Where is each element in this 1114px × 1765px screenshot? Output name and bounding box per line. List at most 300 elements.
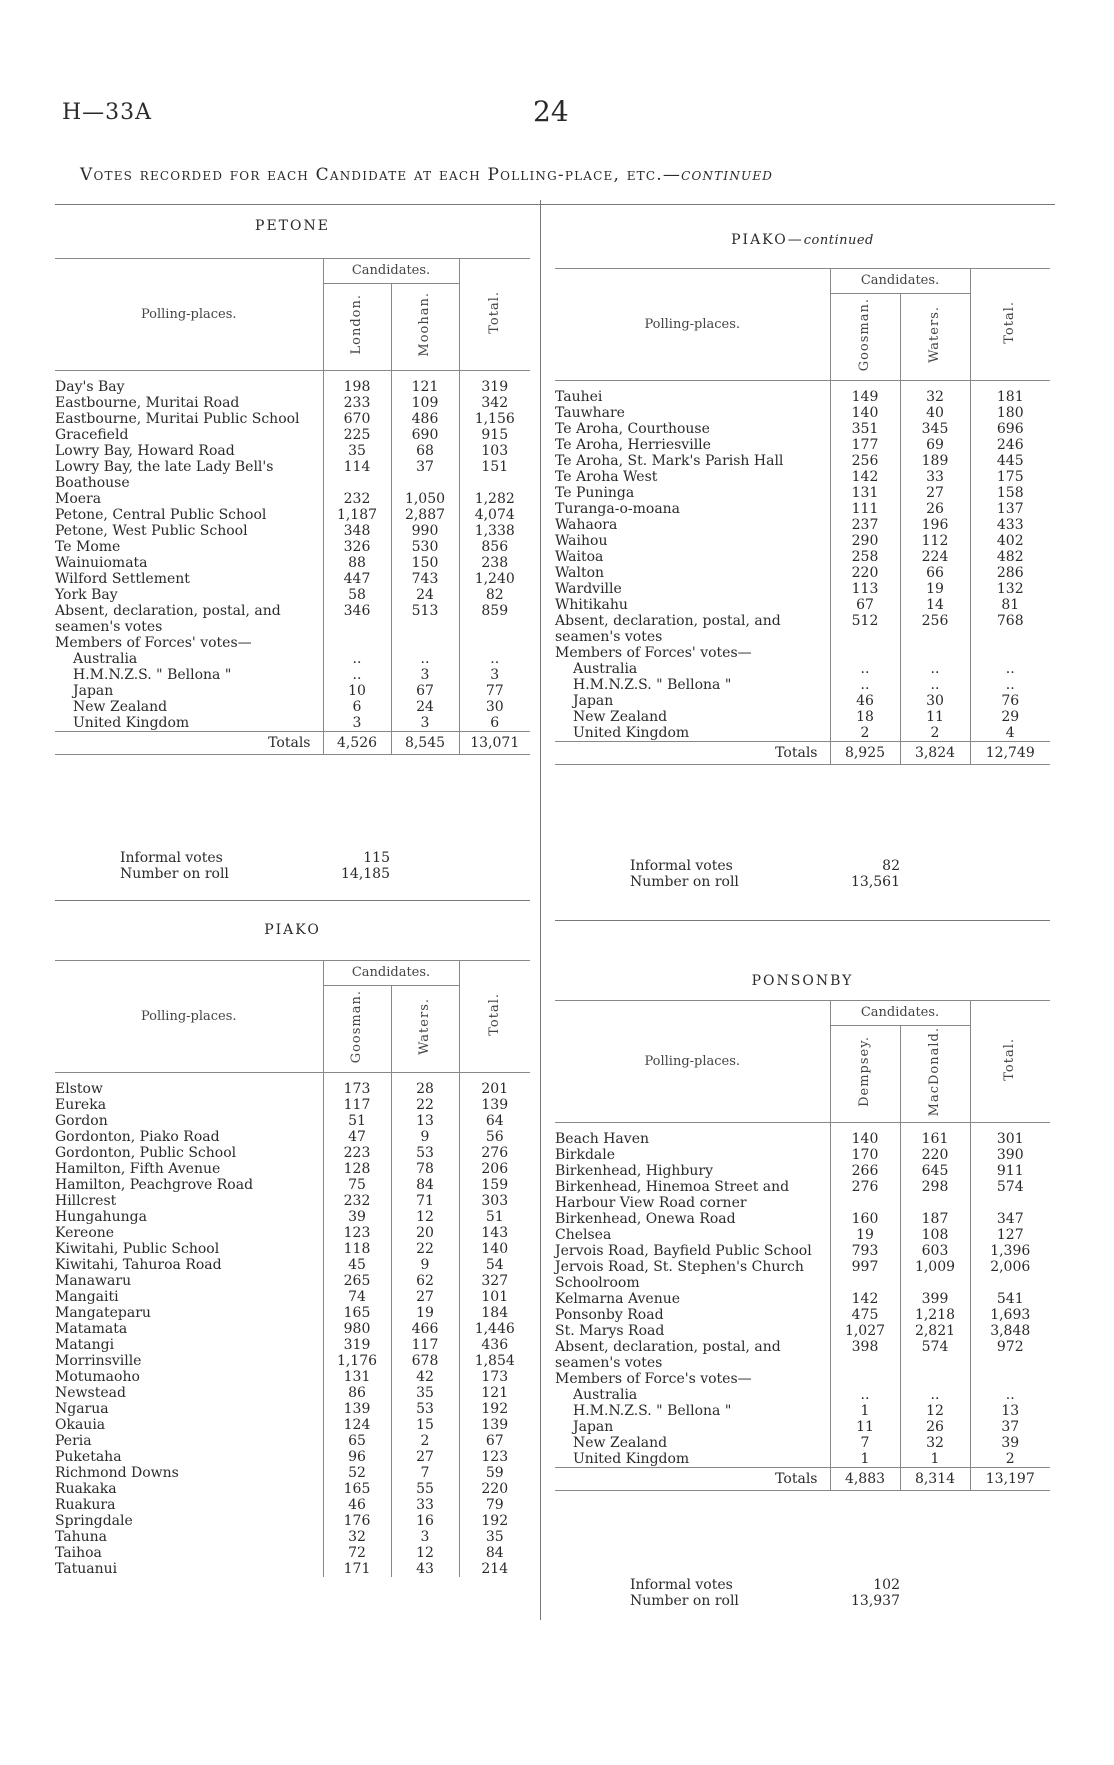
candidates-header: Candidates. [830,1001,970,1026]
candidate-votes: 47 [323,1129,391,1145]
candidate-votes: 27 [900,485,970,501]
candidate-votes: 74 [323,1289,391,1305]
candidate-votes: 27 [391,1449,459,1465]
candidates-header: Candidates. [323,259,459,284]
row-total: 436 [459,1337,530,1353]
candidate-votes: .. [830,661,900,677]
petone-table [55,258,530,755]
polling-place: Tahuna [55,1529,107,1545]
table-row [555,405,1050,421]
row-total: 238 [459,555,530,571]
row-total: 327 [459,1273,530,1289]
candidate-header [900,294,970,381]
polling-place: Kelmarna Avenue [555,1291,681,1308]
polling-place: Eureka [55,1097,107,1113]
table-row [55,635,530,651]
candidate-votes: 232 [323,491,391,507]
candidate-votes: 486 [391,411,459,427]
candidate-votes: 345 [900,421,970,437]
row-total: 301 [970,1123,1050,1148]
table-row [55,587,530,603]
totals-label: Totals [555,1468,830,1491]
candidate-votes: 24 [391,699,459,715]
polling-place: Te Puninga [555,485,635,501]
table-row [555,1387,1050,1403]
polling-place: Walton [555,565,605,581]
polling-place: Newstead [55,1385,126,1401]
polling-place: Te Mome [55,539,121,555]
candidate-votes: 46 [323,1497,391,1513]
polling-place: Ruakura [55,1497,116,1513]
candidate-votes: 603 [900,1243,970,1259]
totals-label: Totals [55,732,323,755]
table-row [555,453,1050,469]
row-total: 123 [459,1449,530,1465]
row-total: 972 [970,1339,1050,1371]
table-row [55,1417,530,1433]
polling-place: Te Aroha, St. Mark's Parish Hall [555,453,784,469]
table-row [555,517,1050,533]
row-total: 696 [970,421,1050,437]
candidate-votes: .. [900,1387,970,1403]
candidate-votes: 574 [900,1339,970,1371]
candidate-header [900,1026,970,1123]
table-row [55,1513,530,1529]
row-total: 1,282 [459,491,530,507]
table-row [55,1073,530,1098]
candidate-header [391,284,459,371]
row-total: 342 [459,395,530,411]
row-total: 151 [459,459,530,491]
table-row [555,381,1050,406]
row-total: 246 [970,437,1050,453]
polling-place: Okauia [55,1417,106,1433]
polling-place: New Zealand [573,709,668,725]
table-row [55,491,530,507]
table-row [555,1371,1050,1387]
candidate-votes: 237 [830,517,900,533]
candidate-votes: 3 [323,715,391,732]
polling-place: Whitikahu [555,597,628,613]
polling-place: Jervois Road, St. Stephen's Church Schoolroom [555,1259,804,1292]
row-total: 1,693 [970,1307,1050,1323]
polling-place: Australia [573,661,638,677]
row-total: 482 [970,549,1050,565]
table-row [555,485,1050,501]
candidate-votes: 32 [900,381,970,406]
candidate-votes: 173 [323,1073,391,1098]
candidate-votes: 131 [323,1369,391,1385]
polling-place: Eastbourne, Muritai Public School [55,411,300,427]
row-total: 51 [459,1209,530,1225]
candidate-votes: 224 [900,549,970,565]
polling-place: New Zealand [73,699,168,715]
table-row [55,539,530,555]
candidate-votes: 117 [391,1337,459,1353]
table-row [55,459,530,491]
candidate-votes: 150 [391,555,459,571]
candidate-total: 8,314 [900,1468,970,1491]
candidate-name: London. [349,294,364,355]
row-total: 1,854 [459,1353,530,1369]
candidate-votes: 447 [323,571,391,587]
candidate-total: 8,925 [830,742,900,765]
candidate-votes: 43 [391,1561,459,1577]
candidate-votes: 2 [391,1433,459,1449]
row-total: 856 [459,539,530,555]
number-on-roll-value: 14,185 [341,866,390,882]
candidate-votes: 55 [391,1481,459,1497]
table-row [555,693,1050,709]
candidate-votes: 117 [323,1097,391,1113]
row-total: 143 [459,1225,530,1241]
candidate-votes: 39 [323,1209,391,1225]
number-on-roll-label: Number on roll [630,874,739,890]
total-header-text: Total. [486,290,502,334]
table-row [55,651,530,667]
candidate-votes: 15 [391,1417,459,1433]
candidate-votes: 32 [900,1435,970,1451]
polling-place: Petone, West Public School [55,523,248,539]
candidate-votes: 114 [323,459,391,491]
polling-place: Waihou [555,533,608,549]
row-total: .. [970,661,1050,677]
row-total: 859 [459,603,530,635]
table-row [555,437,1050,453]
candidate-votes: 142 [830,469,900,485]
candidate-votes: 1,027 [830,1323,900,1339]
candidate-votes: 22 [391,1097,459,1113]
candidate-name: MacDonald. [927,1027,942,1117]
candidate-votes: 256 [900,613,970,645]
candidate-votes: 33 [391,1497,459,1513]
polling-place: Kiwitahi, Public School [55,1241,220,1257]
candidate-votes: 220 [900,1147,970,1163]
candidate-votes: 1,176 [323,1353,391,1369]
table-row [555,421,1050,437]
candidate-votes: 24 [391,587,459,603]
polling-place: H.M.N.Z.S. " Bellona " [573,1403,732,1420]
informal-votes-value: 102 [873,1577,900,1593]
polling-places-header: Polling-places. [55,259,323,371]
page-number: 24 [533,95,569,128]
candidate-votes: 19 [391,1305,459,1321]
number-on-roll-value: 13,937 [851,1593,900,1609]
candidate-header [323,986,391,1073]
table-row [55,1561,530,1577]
row-total: 67 [459,1433,530,1449]
row-total: 54 [459,1257,530,1273]
candidate-votes: 27 [391,1289,459,1305]
table-row [55,1369,530,1385]
polling-place: Kereone [55,1225,115,1241]
candidate-votes: 9 [391,1129,459,1145]
candidate-votes: 276 [830,1179,900,1211]
grand-total: 13,071 [459,732,530,755]
candidate-votes: 45 [323,1257,391,1273]
row-total: 1,446 [459,1321,530,1337]
candidate-votes: 2,887 [391,507,459,523]
polling-place: Te Aroha West [555,469,658,485]
polling-place: Mangaiti [55,1289,119,1305]
table-row [55,411,530,427]
candidate-votes [391,635,459,651]
table-row [555,581,1050,597]
row-total: 64 [459,1113,530,1129]
candidate-votes: 7 [391,1465,459,1481]
candidate-votes: 111 [830,501,900,517]
candidate-votes: 42 [391,1369,459,1385]
row-total: 121 [459,1385,530,1401]
table-row [55,1097,530,1113]
total-header-text: Total. [486,992,502,1036]
candidate-votes: 678 [391,1353,459,1369]
row-total: 173 [459,1369,530,1385]
polling-place: Absent, declaration, postal, and seamen's votes [555,1339,781,1372]
row-total: 214 [459,1561,530,1577]
section-rule [55,900,530,901]
candidate-name: Waters. [417,998,432,1055]
row-total: 159 [459,1177,530,1193]
candidate-votes: 1,218 [900,1307,970,1323]
row-total: 1,338 [459,523,530,539]
candidate-votes: .. [900,677,970,693]
candidate-votes: 12 [391,1209,459,1225]
candidate-votes: 35 [323,443,391,459]
ponsonby-table [555,1000,1050,1491]
polling-place: Motumaoho [55,1369,140,1385]
polling-place: Taihoa [55,1545,102,1561]
polling-place: Birkenhead, Hinemoa Street and Harbour View Road corner [555,1179,790,1212]
candidate-name: Waters. [927,306,942,363]
candidate-votes: 68 [391,443,459,459]
row-total: 402 [970,533,1050,549]
candidate-votes: 26 [900,501,970,517]
row-total: 77 [459,683,530,699]
table-row [555,1307,1050,1323]
table-row [55,715,530,732]
candidates-header: Candidates. [323,961,459,986]
row-total: 175 [970,469,1050,485]
table-row [55,555,530,571]
candidate-votes: 108 [900,1227,970,1243]
document-reference: H—33A [62,100,153,125]
candidate-votes: 1 [900,1451,970,1468]
polling-places-header: Polling-places. [555,269,830,381]
candidate-votes: 165 [323,1305,391,1321]
candidate-votes: 258 [830,549,900,565]
candidate-votes: 233 [323,395,391,411]
candidate-total: 8,545 [391,732,459,755]
row-total: 139 [459,1097,530,1113]
polling-place: Birkdale [555,1147,616,1164]
table-row [555,1451,1050,1468]
row-total: .. [459,651,530,667]
table-row [555,1419,1050,1435]
polling-place: Wardville [555,581,622,597]
candidate-votes: 14 [900,597,970,613]
totals-row [555,742,1050,765]
table-row [555,709,1050,725]
candidate-votes: 980 [323,1321,391,1337]
candidate-votes: 124 [323,1417,391,1433]
table-row [555,1403,1050,1419]
table-row [55,1449,530,1465]
section-title-ponsonby: PONSONBY [751,973,854,989]
totals-row [555,1468,1050,1491]
table-row [55,699,530,715]
polling-place: Wilford Settlement [55,571,190,587]
candidate-header [830,1026,900,1123]
polling-place: Members of Forces' votes— [555,645,752,661]
table-row [555,645,1050,661]
candidate-votes: 2,821 [900,1323,970,1339]
section-title-continued: continued [803,233,874,248]
candidate-votes: 78 [391,1161,459,1177]
candidate-votes: 18 [830,709,900,725]
candidate-votes [900,1371,970,1387]
row-total: 276 [459,1145,530,1161]
candidate-votes: 326 [323,539,391,555]
row-total: 181 [970,381,1050,406]
polling-place: Matamata [55,1321,128,1337]
candidate-votes: 131 [830,485,900,501]
candidate-votes: 645 [900,1163,970,1179]
polling-place: New Zealand [573,1435,668,1452]
candidate-votes: 72 [323,1545,391,1561]
candidate-votes: 12 [900,1403,970,1419]
polling-place: United Kingdom [573,725,690,741]
candidate-name: Goosman. [857,297,872,372]
polling-place: H.M.N.Z.S. " Bellona " [73,667,232,683]
polling-place: Petone, Central Public School [55,507,267,523]
table-row [55,1497,530,1513]
candidate-votes: 3 [391,1529,459,1545]
polling-place: Jervois Road, Bayfield Public School [555,1243,812,1260]
table-row [55,1273,530,1289]
candidate-votes: 37 [391,459,459,491]
table-row [55,507,530,523]
polling-place: Manawaru [55,1273,132,1289]
row-total: 4 [970,725,1050,742]
row-total: 39 [970,1435,1050,1451]
table-row [55,1145,530,1161]
informal-votes-value: 115 [363,850,390,866]
polling-place: Australia [73,651,138,667]
candidate-header [391,986,459,1073]
number-on-roll-label: Number on roll [120,866,229,882]
candidate-votes: 67 [830,597,900,613]
candidate-votes: 189 [900,453,970,469]
table-row [555,597,1050,613]
row-total: 139 [459,1417,530,1433]
section-title-text: PIAKO [731,232,788,248]
table-row [55,667,530,683]
candidate-votes: 177 [830,437,900,453]
polling-place: Tauwhare [555,405,625,421]
row-total: .. [970,677,1050,693]
informal-votes-label: Informal votes [630,1577,733,1593]
candidate-votes: 32 [323,1529,391,1545]
candidate-votes: 223 [323,1145,391,1161]
candidate-votes: 256 [830,453,900,469]
grand-total: 12,749 [970,742,1050,765]
polling-place: Kiwitahi, Tahuroa Road [55,1257,222,1273]
row-total: 84 [459,1545,530,1561]
candidate-votes [830,645,900,661]
candidate-votes: 20 [391,1225,459,1241]
table-row [555,661,1050,677]
candidate-votes: 513 [391,603,459,635]
candidate-votes: 1 [830,1451,900,1468]
row-total: 4,074 [459,507,530,523]
total-header-text: Total. [1002,300,1018,344]
candidate-total: 4,883 [830,1468,900,1491]
candidate-votes: 1,050 [391,491,459,507]
candidate-votes: 51 [323,1113,391,1129]
candidate-name: Moohan. [417,292,432,357]
candidate-votes: 28 [391,1073,459,1098]
row-total: 37 [970,1419,1050,1435]
candidate-votes: 40 [900,405,970,421]
table-row [55,1161,530,1177]
row-total: 1,396 [970,1243,1050,1259]
polling-place: Members of Forces' votes— [55,635,252,651]
table-row [55,1433,530,1449]
table-row [55,1465,530,1481]
polling-place: Matangi [55,1337,115,1353]
total-header [970,1001,1050,1123]
polling-place: Australia [573,1387,638,1404]
row-total: .. [970,1387,1050,1403]
candidate-votes: 2 [900,725,970,742]
polling-place: Elstow [55,1081,103,1097]
table-row [55,427,530,443]
candidate-votes: 176 [323,1513,391,1529]
polling-place: Tauhei [555,389,603,405]
candidate-votes: 198 [323,371,391,396]
section-title-petone: PETONE [255,218,330,234]
table-row [55,443,530,459]
candidate-votes: 266 [830,1163,900,1179]
table-row [555,501,1050,517]
row-total: 433 [970,517,1050,533]
row-total: 59 [459,1465,530,1481]
candidate-votes: 690 [391,427,459,443]
candidate-votes: 88 [323,555,391,571]
informal-votes-label: Informal votes [120,850,223,866]
candidate-total: 4,526 [323,732,391,755]
table-row [555,1291,1050,1307]
candidate-votes: 793 [830,1243,900,1259]
row-total: 915 [459,427,530,443]
ponsonby-footer [630,1577,900,1609]
row-total: 82 [459,587,530,603]
candidate-header [830,294,900,381]
table-row [55,1337,530,1353]
row-total: 103 [459,443,530,459]
row-total: 319 [459,371,530,396]
row-total: 13 [970,1403,1050,1419]
candidate-votes: 86 [323,1385,391,1401]
candidate-votes: 475 [830,1307,900,1323]
candidate-votes: 1 [830,1403,900,1419]
polling-place: Springdale [55,1513,133,1529]
candidate-votes: .. [323,651,391,667]
table-row [55,571,530,587]
candidate-votes: 19 [830,1227,900,1243]
table-row [555,1123,1050,1148]
